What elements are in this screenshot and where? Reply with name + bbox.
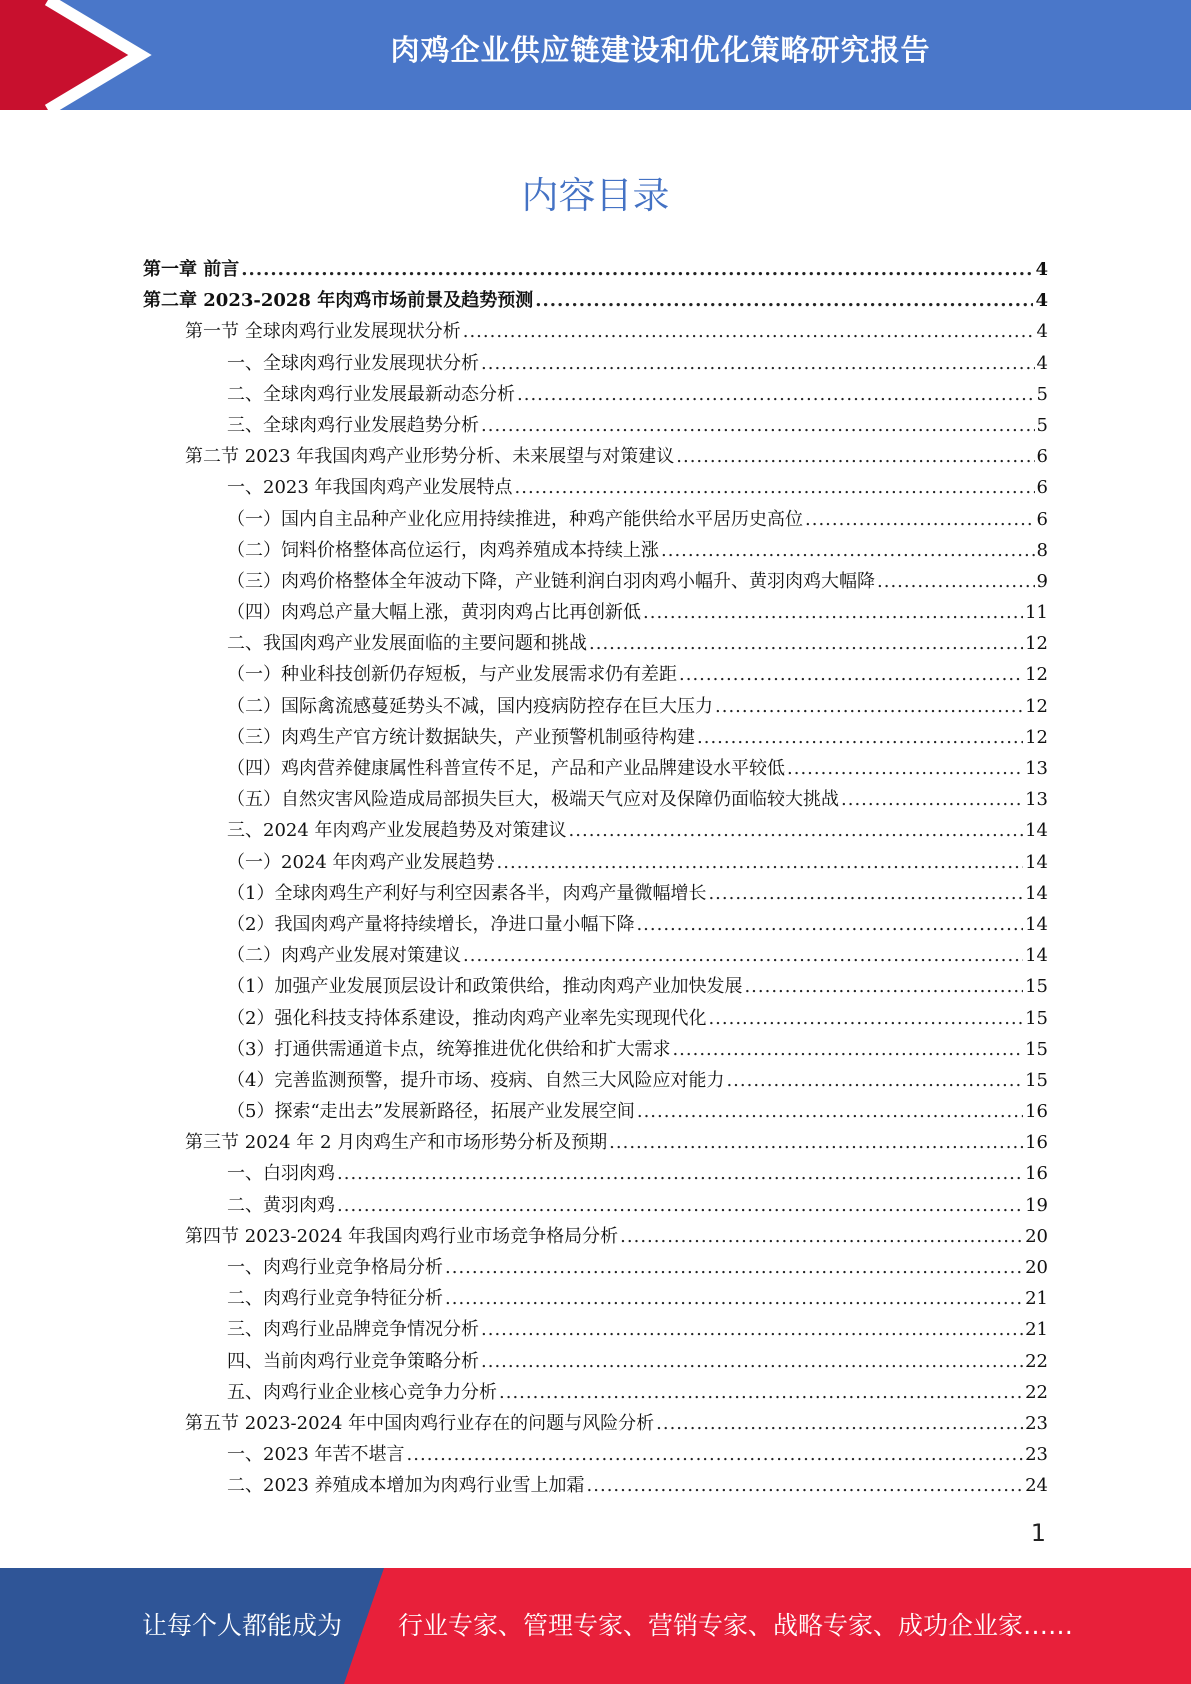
toc-entry-title: （四）肉鸡总产量大幅上涨，黄羽肉鸡占比再创新低 bbox=[227, 602, 641, 624]
toc-dot-leader bbox=[609, 1132, 1023, 1153]
toc-entry[interactable] bbox=[143, 1471, 1048, 1502]
toc-dot-leader bbox=[463, 945, 1023, 966]
toc-entry-title: （2）强化科技支持体系建设，推动肉鸡产业率先实现现代化 bbox=[227, 1007, 707, 1029]
toc-dot-leader bbox=[708, 1008, 1023, 1029]
toc-entry-title: （3）打通供需通道卡点，统筹推进优化供给和扩大需求 bbox=[227, 1038, 671, 1060]
toc-entry-page: 14 bbox=[1025, 820, 1048, 842]
toc-entry[interactable] bbox=[143, 1222, 1048, 1253]
toc-entry-page: 19 bbox=[1025, 1194, 1048, 1216]
toc-entry-page: 22 bbox=[1025, 1381, 1048, 1403]
toc-entry[interactable] bbox=[143, 629, 1048, 660]
toc-entry-page: 14 bbox=[1025, 913, 1048, 935]
toc-entry[interactable] bbox=[143, 536, 1048, 567]
toc-entry[interactable] bbox=[143, 380, 1048, 411]
toc-entry[interactable] bbox=[143, 972, 1048, 1003]
toc-dot-leader bbox=[589, 633, 1023, 654]
toc-entry[interactable] bbox=[143, 1315, 1048, 1346]
toc-entry-page: 22 bbox=[1025, 1350, 1048, 1372]
toc-dot-leader bbox=[515, 477, 1035, 498]
toc-entry[interactable] bbox=[143, 473, 1048, 504]
toc-dot-leader bbox=[697, 727, 1023, 748]
toc-dot-leader bbox=[445, 1288, 1023, 1309]
toc-entry-page: 14 bbox=[1025, 945, 1048, 967]
toc-dot-leader bbox=[877, 571, 1035, 592]
toc-entry-title: （一）2024 年肉鸡产业发展趋势 bbox=[227, 851, 495, 873]
toc-entry[interactable] bbox=[143, 660, 1048, 691]
toc-entry-title: （4）完善监测预警，提升市场、疫病、自然三大风险应对能力 bbox=[227, 1069, 725, 1091]
toc-entry-page: 23 bbox=[1025, 1412, 1048, 1434]
toc-entry-title: 第二节 2023 年我国肉鸡产业形势分析、未来展望与对策建议 bbox=[185, 446, 675, 468]
toc-entry[interactable] bbox=[143, 941, 1048, 972]
toc-entry[interactable] bbox=[143, 692, 1048, 723]
toc-dot-leader bbox=[636, 914, 1023, 935]
toc-entry[interactable] bbox=[143, 1035, 1048, 1066]
toc-entry-title: 二、肉鸡行业竞争特征分析 bbox=[227, 1288, 443, 1310]
toc-dot-leader bbox=[445, 1257, 1023, 1278]
toc-entry-title: 三、2024 年肉鸡产业发展趋势及对策建议 bbox=[227, 820, 567, 842]
toc-entry[interactable] bbox=[143, 723, 1048, 754]
toc-entry-title: （一）种业科技创新仍存短板，与产业发展需求仍有差距 bbox=[227, 664, 677, 686]
toc-entry-title: （二）肉鸡产业发展对策建议 bbox=[227, 945, 461, 967]
toc-entry-title: （三）肉鸡生产官方统计数据缺失，产业预警机制亟待构建 bbox=[227, 726, 695, 748]
toc-dot-leader bbox=[656, 1413, 1023, 1434]
toc-entry-page: 5 bbox=[1036, 383, 1048, 405]
toc-dot-leader bbox=[517, 384, 1035, 405]
report-title: 肉鸡企业供应链建设和优化策略研究报告 bbox=[390, 33, 931, 67]
toc-entry-title: 二、我国肉鸡产业发展面临的主要问题和挑战 bbox=[227, 633, 587, 655]
toc-dot-leader bbox=[481, 1351, 1023, 1372]
toc-entry[interactable] bbox=[143, 879, 1048, 910]
toc-entry[interactable] bbox=[143, 598, 1048, 629]
toc-entry-page: 15 bbox=[1025, 976, 1048, 998]
toc-entry[interactable] bbox=[143, 910, 1048, 941]
toc-entry-page: 9 bbox=[1036, 570, 1048, 592]
toc-entry-page: 16 bbox=[1025, 1163, 1048, 1185]
toc-entry-title: 一、2023 年我国肉鸡产业发展特点 bbox=[227, 477, 513, 499]
toc-entry-page: 6 bbox=[1036, 508, 1048, 530]
footer-slogan-right: 行业专家、管理专家、营销专家、战略专家、成功企业家…… bbox=[398, 1611, 1074, 1640]
toc-entry-title: 一、2023 年苦不堪言 bbox=[227, 1444, 405, 1466]
toc-entry-page: 12 bbox=[1025, 726, 1048, 748]
toc-entry-title: （五）自然灾害风险造成局部损失巨大，极端天气应对及保障仍面临较大挑战 bbox=[227, 789, 839, 811]
toc-entry-page: 15 bbox=[1025, 1069, 1048, 1091]
toc-entry-title: 二、黄羽肉鸡 bbox=[227, 1194, 335, 1216]
toc-entry[interactable] bbox=[143, 785, 1048, 816]
toc-entry[interactable] bbox=[143, 1378, 1048, 1409]
toc-entry[interactable] bbox=[143, 567, 1048, 598]
toc-entry-page: 15 bbox=[1025, 1007, 1048, 1029]
toc-entry-title: （1）全球肉鸡生产利好与利空因素各半，肉鸡产量微幅增长 bbox=[227, 882, 707, 904]
toc-dot-leader bbox=[744, 976, 1023, 997]
toc-dot-leader bbox=[726, 1070, 1023, 1091]
toc-dot-leader bbox=[805, 509, 1035, 530]
toc-entry-title: 第三节 2024 年 2 月肉鸡生产和市场形势分析及预期 bbox=[185, 1132, 608, 1154]
toc-dot-leader bbox=[463, 321, 1035, 342]
toc-entry-title: 四、当前肉鸡行业竞争策略分析 bbox=[227, 1350, 479, 1372]
toc-entry[interactable] bbox=[143, 816, 1048, 847]
toc-entry[interactable] bbox=[143, 1191, 1048, 1222]
toc-entry[interactable] bbox=[143, 1128, 1048, 1159]
toc-entry-page: 8 bbox=[1036, 539, 1048, 561]
toc-dot-leader bbox=[337, 1195, 1023, 1216]
toc-entry-page: 12 bbox=[1025, 695, 1048, 717]
toc-entry-page: 14 bbox=[1025, 851, 1048, 873]
toc-entry[interactable] bbox=[143, 1253, 1048, 1284]
toc-entry-page: 13 bbox=[1025, 789, 1048, 811]
toc-entry[interactable] bbox=[143, 1004, 1048, 1035]
toc-entry-title: 一、全球肉鸡行业发展现状分析 bbox=[227, 352, 479, 374]
toc-entry[interactable] bbox=[143, 1409, 1048, 1440]
toc-entry[interactable] bbox=[143, 349, 1048, 380]
page-header bbox=[0, 0, 1191, 110]
toc-entry-page: 16 bbox=[1025, 1132, 1048, 1154]
toc-entry[interactable] bbox=[143, 1284, 1048, 1315]
toc-entry-page: 24 bbox=[1025, 1475, 1048, 1497]
toc-entry-title: 一、白羽肉鸡 bbox=[227, 1163, 335, 1185]
toc-entry-page: 11 bbox=[1025, 602, 1048, 624]
toc-entry-title: 第一章 前言 bbox=[143, 259, 240, 280]
toc-dot-leader bbox=[481, 1319, 1023, 1340]
toc-dot-leader bbox=[499, 1382, 1023, 1403]
toc-dot-leader bbox=[587, 1475, 1024, 1496]
toc-entry-page: 20 bbox=[1025, 1257, 1048, 1278]
toc-entry-title: （二）国际禽流感蔓延势头不减，国内疫病防控存在巨大压力 bbox=[227, 695, 713, 717]
toc-entry-title: 第五节 2023-2024 年中国肉鸡行业存在的问题与风险分析 bbox=[185, 1412, 655, 1434]
toc-entry[interactable] bbox=[143, 1097, 1048, 1128]
toc-entry[interactable] bbox=[143, 1347, 1048, 1378]
toc-entry-page: 20 bbox=[1025, 1225, 1048, 1247]
toc-entry-title: （1）加强产业发展顶层设计和政策供给，推动肉鸡产业加快发展 bbox=[227, 976, 743, 998]
toc-entry-page: 6 bbox=[1036, 446, 1048, 468]
toc-entry-title: 第四节 2023-2024 年我国肉鸡行业市场竞争格局分析 bbox=[185, 1225, 619, 1247]
toc-dot-leader bbox=[787, 758, 1023, 779]
toc-entry-page: 4 bbox=[1036, 352, 1048, 374]
toc-dot-leader bbox=[337, 1163, 1023, 1184]
toc-entry[interactable] bbox=[143, 1440, 1048, 1471]
toc-entry-title: 三、全球肉鸡行业发展趋势分析 bbox=[227, 414, 479, 436]
toc-entry-page: 21 bbox=[1025, 1319, 1048, 1341]
toc-entry[interactable] bbox=[143, 286, 1048, 317]
footer-slogan-left: 让每个人都能成为 bbox=[142, 1611, 343, 1640]
page-number: 1 bbox=[1030, 1519, 1046, 1547]
toc-heading: 内容目录 bbox=[521, 174, 670, 217]
toc-entry[interactable] bbox=[143, 411, 1048, 442]
toc-entry-page: 16 bbox=[1025, 1101, 1048, 1123]
toc-entry-title: 二、全球肉鸡行业发展最新动态分析 bbox=[227, 383, 515, 405]
toc-entry-title: 二、2023 养殖成本增加为肉鸡行业雪上加霜 bbox=[227, 1475, 585, 1497]
toc-entry[interactable] bbox=[143, 442, 1048, 473]
toc-dot-leader bbox=[637, 1101, 1023, 1122]
toc-entry-title: （四）鸡肉营养健康属性科普宣传不足，产品和产业品牌建设水平较低 bbox=[227, 758, 785, 779]
toc-dot-leader bbox=[497, 852, 1024, 873]
toc-dot-leader bbox=[841, 789, 1023, 810]
toc-entry[interactable] bbox=[143, 1066, 1048, 1097]
toc-dot-leader bbox=[481, 415, 1035, 436]
toc-entry[interactable] bbox=[143, 505, 1048, 536]
toc-dot-leader bbox=[407, 1444, 1024, 1465]
toc-entry[interactable] bbox=[143, 1159, 1048, 1190]
toc-entry-page: 12 bbox=[1025, 664, 1048, 686]
toc-entry-page: 12 bbox=[1025, 633, 1048, 655]
toc-dot-leader bbox=[672, 1039, 1023, 1060]
toc-entry-title: 三、肉鸡行业品牌竞争情况分析 bbox=[227, 1319, 479, 1341]
toc-dot-leader bbox=[481, 353, 1035, 374]
toc-entry-title: 第一节 全球肉鸡行业发展现状分析 bbox=[185, 321, 461, 343]
toc-dot-leader bbox=[620, 1226, 1023, 1247]
toc-entry-page: 5 bbox=[1036, 414, 1048, 436]
toc-entry-title: （2）我国肉鸡产量将持续增长，净进口量小幅下降 bbox=[227, 913, 635, 935]
toc-entry-title: 第二章 2023-2028 年肉鸡市场前景及趋势预测 bbox=[143, 290, 534, 312]
toc-entry-title: 五、肉鸡行业企业核心竞争力分析 bbox=[227, 1381, 497, 1403]
toc-entry[interactable] bbox=[143, 754, 1048, 785]
toc-entry-title: （一）国内自主品种产业化应用持续推进，种鸡产能供给水平居历史高位 bbox=[227, 508, 803, 530]
toc-dot-leader bbox=[643, 602, 1023, 623]
toc-entry-page: 15 bbox=[1025, 1038, 1048, 1060]
toc-dot-leader bbox=[676, 446, 1034, 467]
toc-dot-leader bbox=[715, 696, 1023, 717]
toc-entry-page: 4 bbox=[1035, 290, 1048, 312]
toc-entry-page: 4 bbox=[1036, 321, 1048, 343]
toc-entry-page: 14 bbox=[1025, 882, 1048, 904]
toc-entry-page: 13 bbox=[1025, 758, 1048, 779]
toc-entry-title: （5）探索“走出去”发展新路径，拓展产业发展空间 bbox=[227, 1101, 635, 1123]
toc-entry-page: 4 bbox=[1035, 259, 1048, 280]
toc-entry-page: 6 bbox=[1036, 477, 1048, 499]
toc-dot-leader bbox=[708, 883, 1023, 904]
table-of-contents bbox=[143, 255, 1048, 1503]
toc-entry[interactable] bbox=[143, 255, 1048, 286]
toc-entry-title: 一、肉鸡行业竞争格局分析 bbox=[227, 1257, 443, 1278]
toc-entry-title: （二）饲料价格整体高位运行，肉鸡养殖成本持续上涨 bbox=[227, 539, 659, 561]
toc-entry-page: 21 bbox=[1025, 1288, 1048, 1310]
toc-entry-title: （三）肉鸡价格整体全年波动下降，产业链利润白羽肉鸡小幅升、黄羽肉鸡大幅降 bbox=[227, 570, 875, 592]
toc-entry-page: 23 bbox=[1025, 1444, 1048, 1466]
toc-dot-leader bbox=[679, 664, 1023, 685]
toc-dot-leader bbox=[661, 540, 1035, 561]
toc-dot-leader bbox=[241, 259, 1033, 280]
toc-entry[interactable] bbox=[143, 317, 1048, 348]
page-footer bbox=[0, 1568, 1191, 1684]
toc-entry[interactable] bbox=[143, 848, 1048, 879]
toc-dot-leader bbox=[535, 290, 1033, 311]
toc-dot-leader bbox=[569, 820, 1024, 841]
